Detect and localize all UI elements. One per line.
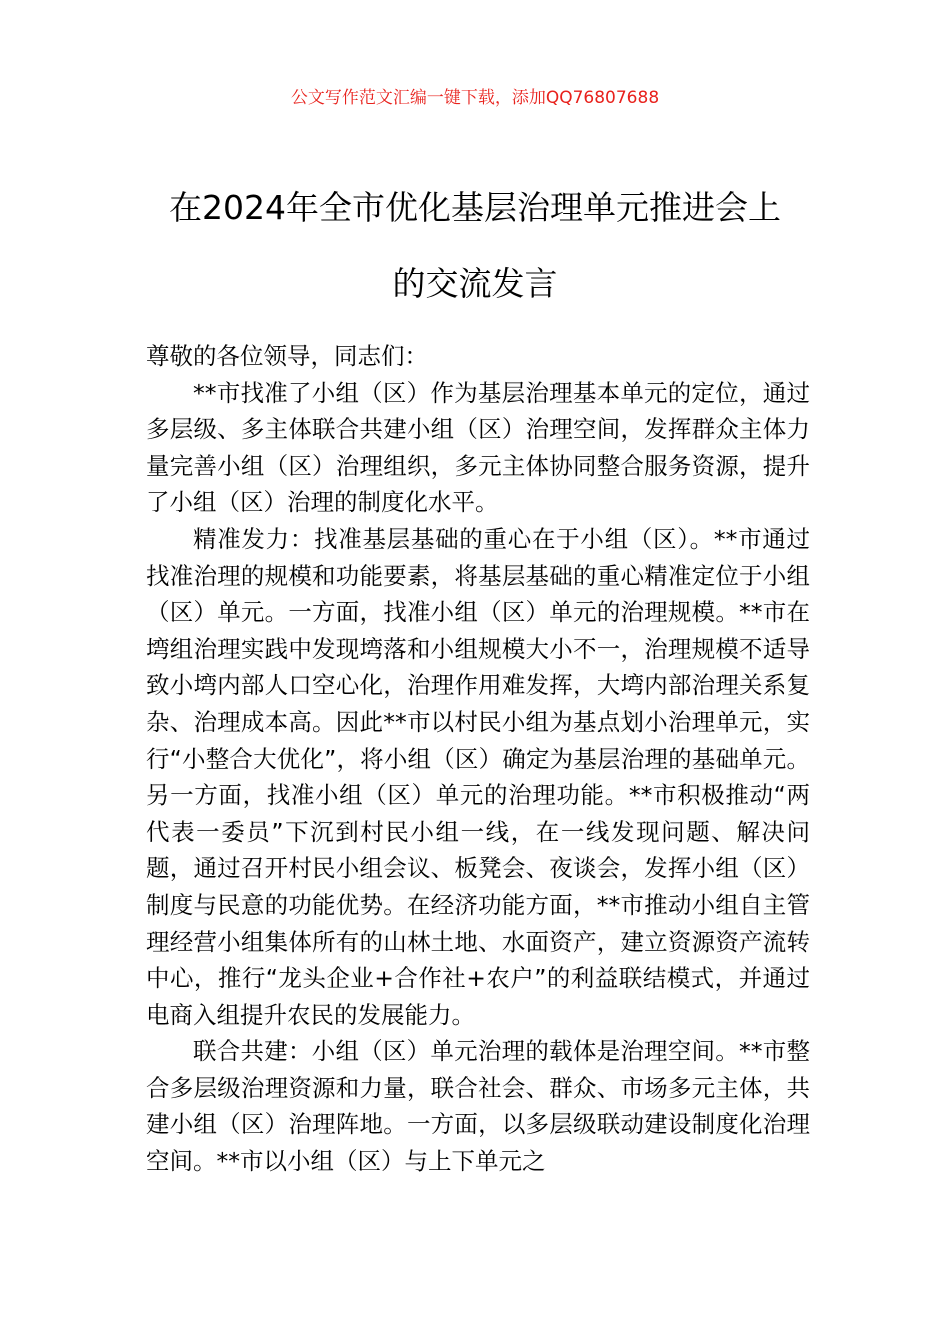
document-title: [120, 170, 830, 322]
salutation: 尊敬的各位领导，同志们：: [146, 342, 428, 370]
title-line-1: 在2024年全市优化基层治理单元推进会上: [169, 188, 781, 227]
document-body: [146, 338, 810, 1180]
title-line-2: 的交流发言: [392, 264, 558, 303]
paragraph-joint-construction: 联合共建：小组（区）单元治理的载体是治理空间。**市整合多层级治理资源和力量，联合社会、群众、市场多元主体，共建小组（区）治理阵地。一方面，以多层级联动建设制度化治理空间。**市以小组（区）与上下单元之: [146, 1037, 810, 1176]
paragraph-precise-effort: 精准发力：找准基层基础的重心在于小组（区）。**市通过找准治理的规模和功能要素，将基层基础的重心精准定位于小组（区）单元。一方面，找准小组（区）单元的治理规模。**市在塆组治理实践中发现塆落和小组规模大小不一，治理规模不适导致小塆内部人口空心化，治理作用难发挥，大塆内部治理关系复杂、治理成本高。因此**市以村民小组为基点划小治理单元，实行“小整合大优化”，将小组（区）确定为基层治理的基础单元。另一方面，找准小组（区）单元的治理功能。**市积极推动“两代表一委员”下沉到村民小组一线，在一线发现问题、解决问题，通过召开村民小组会议、板凳会、夜谈会，发挥小组（区）制度与民意的功能优势。在经济功能方面，**市推动小组自主管理经营小组集体所有的山林土地、水面资产，建立资源资产流转中心，推行“龙头企业+合作社+农户”的利益联结模式，并通过电商入组提升农民的发展能力。: [146, 524, 810, 1029]
download-banner: 公文写作范文汇编一键下载，添加QQ76807688: [290, 88, 660, 108]
paragraph-intro: **市找准了小组（区）作为基层治理基本单元的定位，通过多层级、多主体联合共建小组（区）治理空间，发挥群众主体力量完善小组（区）治理组织，多元主体协同整合服务资源，提升了小组（区）治理的制度化水平。: [146, 378, 810, 517]
